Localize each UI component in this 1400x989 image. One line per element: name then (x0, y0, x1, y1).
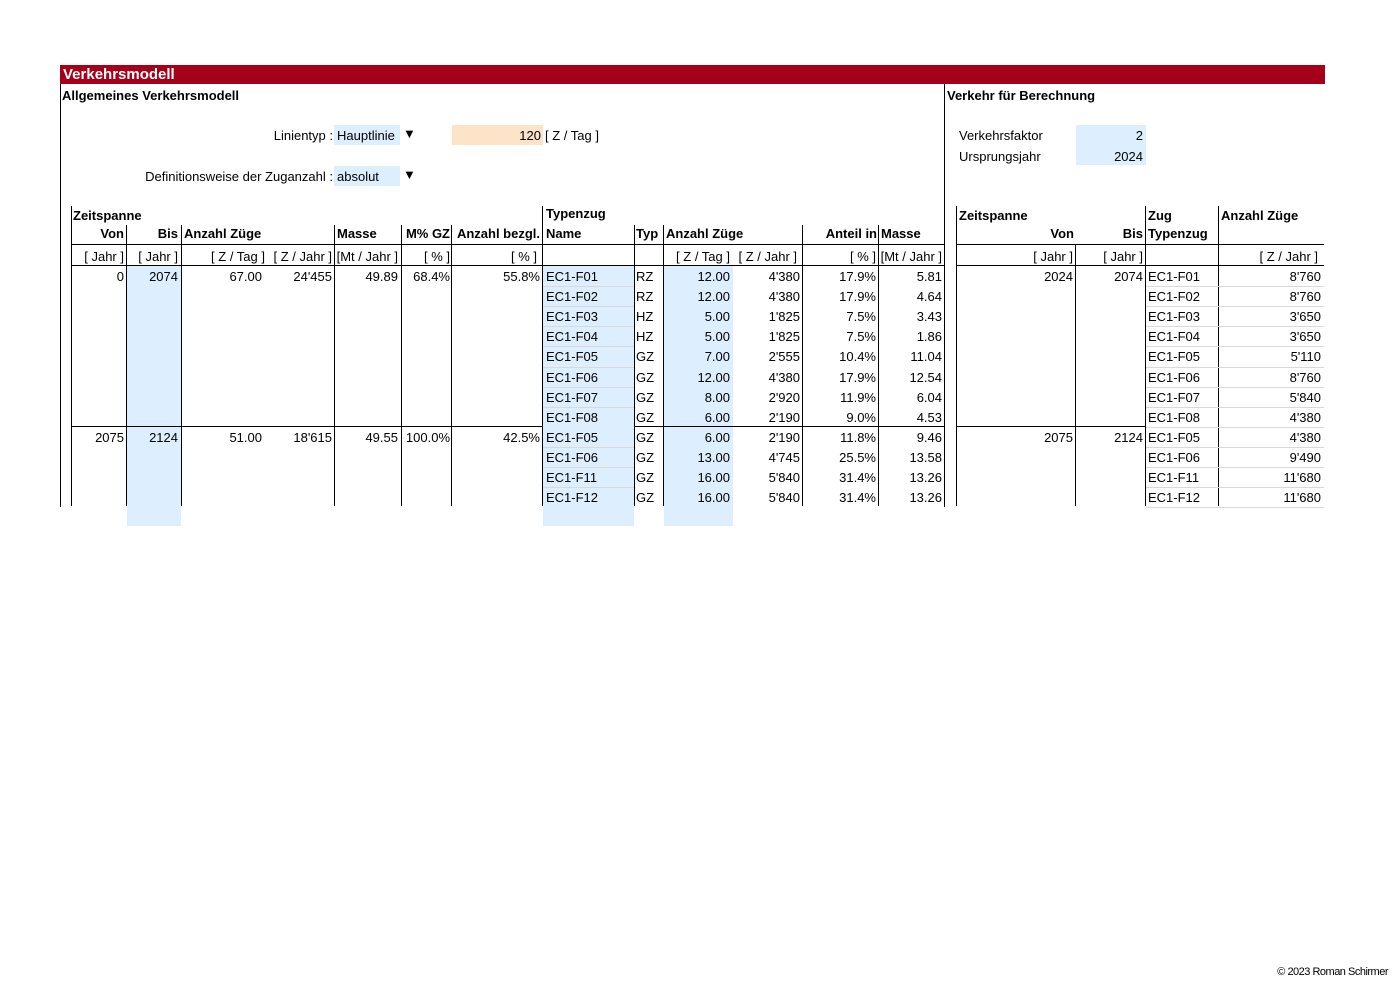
right-train-name: EC1-F12 (1148, 490, 1201, 506)
train-typ: RZ (636, 269, 654, 284)
period-z-jahr: 24'455 (293, 269, 332, 284)
train-anteil: 7.5% (846, 309, 876, 325)
col-sep-6 (542, 206, 543, 506)
train-z-tag[interactable]: 13.00 (697, 449, 730, 465)
right-period-bis: 2124 (1114, 429, 1143, 445)
train-z-tag[interactable]: 12.00 (697, 289, 730, 305)
masse-header: Masse (337, 226, 377, 241)
unit-bezgl: [ % ] (510, 249, 537, 264)
right-anzahl-header: Anzahl Züge (1221, 208, 1299, 223)
right-train-name: EC1-F06 (1148, 449, 1201, 465)
train-z-tag[interactable]: 5.00 (704, 329, 730, 345)
train-masse: 13.58 (909, 449, 942, 465)
right-section-header: Verkehr für Berechnung (947, 88, 1096, 103)
unit-bis: [ Jahr ] (138, 249, 178, 264)
unit-tag2: [ Z / Tag ] (676, 249, 730, 264)
period-von: 0 (116, 269, 124, 284)
right-period-bis: 2074 (1114, 269, 1143, 284)
train-anteil: 7.5% (846, 329, 876, 345)
right-train-z-jahr: 9'490 (1289, 449, 1321, 465)
train-anteil: 10.4% (839, 349, 876, 365)
train-masse: 5.81 (916, 269, 942, 284)
right-train-name: EC1-F05 (1148, 429, 1201, 445)
right-header-rule (957, 244, 1324, 245)
right-train-name: EC1-F03 (1148, 309, 1201, 325)
right-period-von: 2075 (1044, 429, 1073, 445)
train-masse: 1.86 (916, 329, 942, 345)
train-name[interactable]: EC1-F05 (546, 429, 599, 445)
header-rule (72, 244, 944, 245)
page-title: Verkehrsmodell (63, 66, 175, 83)
right-unit-bis: [ Jahr ] (1103, 249, 1143, 264)
linientyp-unit: [ Z / Tag ] (545, 128, 599, 143)
copyright-footer: © 2023 Roman Schirmer (1277, 966, 1388, 978)
period-z-tag: 51.00 (229, 429, 262, 445)
unit-masse: [Mt / Jahr ] (336, 249, 398, 264)
mid-border (944, 84, 945, 507)
right-period-von: 2024 (1044, 269, 1073, 284)
right-train-name: EC1-F06 (1148, 369, 1201, 385)
masse2-header: Masse (881, 226, 921, 241)
right-unit-jahr: [ Z / Jahr ] (1259, 249, 1318, 264)
train-z-jahr: 2'190 (768, 429, 800, 445)
train-z-tag[interactable]: 12.00 (697, 269, 730, 284)
train-name[interactable]: EC1-F02 (546, 289, 599, 305)
title-bar (60, 65, 1325, 84)
typ-header: Typ (636, 226, 659, 241)
train-anteil: 9.0% (846, 409, 876, 425)
right-units-rule (957, 265, 1324, 266)
right-train-name: EC1-F07 (1148, 389, 1201, 405)
right-zeitspanne-header: Zeitspanne (959, 208, 1028, 223)
unit-tag: [ Z / Tag ] (211, 249, 265, 264)
period-von: 2075 (95, 429, 124, 445)
train-z-jahr: 2'920 (768, 389, 800, 405)
linientyp-dropdown-icon[interactable]: ▼ (403, 126, 416, 141)
typenzug-header: Typenzug (546, 206, 606, 221)
right-train-z-jahr: 11'680 (1283, 490, 1321, 506)
right-train-name: EC1-F02 (1148, 289, 1201, 305)
train-name[interactable]: EC1-F05 (546, 349, 599, 365)
train-anteil: 25.5% (839, 449, 876, 465)
mgz-header: M% GZ (405, 226, 450, 241)
train-typ: HZ (636, 329, 654, 345)
right-train-z-jahr: 5'110 (1290, 349, 1321, 365)
train-masse: 6.04 (916, 389, 942, 405)
train-masse: 13.26 (909, 490, 942, 506)
ursprungsjahr-label: Ursprungsjahr (959, 149, 1041, 164)
train-z-jahr: 2'190 (768, 409, 800, 425)
right-train-z-jahr: 4'380 (1289, 409, 1321, 425)
definition-value[interactable]: absolut (337, 169, 379, 184)
bis-header: Bis (157, 226, 178, 241)
left-border (60, 84, 61, 507)
train-masse: 11.04 (910, 349, 942, 365)
train-typ: RZ (636, 289, 654, 305)
train-z-jahr: 4'380 (768, 369, 800, 385)
train-z-jahr: 5'840 (768, 470, 800, 485)
train-typ: GZ (636, 349, 655, 365)
train-typ: GZ (636, 409, 655, 425)
unit-jahr: [ Z / Jahr ] (273, 249, 332, 264)
train-typ: GZ (636, 389, 655, 405)
train-z-tag[interactable]: 12.00 (697, 369, 730, 385)
train-z-tag[interactable]: 8.00 (704, 389, 730, 405)
train-z-tag[interactable]: 6.00 (704, 429, 730, 445)
train-name[interactable]: EC1-F11 (546, 470, 598, 485)
period-z-jahr: 18'615 (293, 429, 332, 445)
period-bis[interactable]: 2124 (149, 429, 178, 445)
train-z-jahr: 5'840 (768, 490, 800, 506)
right-train-name: EC1-F05 (1148, 349, 1201, 365)
train-name[interactable]: EC1-F04 (546, 329, 599, 345)
definition-dropdown-icon[interactable]: ▼ (403, 167, 416, 182)
train-anteil: 11.9% (840, 389, 876, 405)
train-z-jahr: 1'825 (768, 309, 800, 325)
train-name[interactable]: EC1-F03 (546, 309, 599, 325)
train-z-tag[interactable]: 7.00 (704, 349, 730, 365)
period-bezgl: 55.8% (503, 269, 540, 284)
right-col-sep-0 (956, 206, 957, 506)
train-anteil: 31.4% (839, 470, 876, 485)
period-masse: 49.55 (365, 429, 398, 445)
train-z-jahr: 4'380 (768, 289, 800, 305)
right-train-name: EC1-F08 (1148, 409, 1201, 425)
anzahl-header: Anzahl Züge (184, 226, 262, 241)
unit-mgz: [ % ] (423, 249, 450, 264)
period-bezgl: 42.5% (503, 429, 540, 445)
train-typ: GZ (636, 369, 655, 385)
train-anteil: 17.9% (839, 289, 876, 305)
train-masse: 4.64 (916, 289, 942, 305)
train-z-jahr: 4'380 (768, 269, 800, 284)
train-anteil: 11.8% (840, 429, 876, 445)
left-section-header: Allgemeines Verkehrsmodell (62, 88, 240, 103)
right-train-z-jahr: 8'760 (1289, 369, 1321, 385)
train-z-tag[interactable]: 16.00 (697, 490, 730, 506)
right-train-z-jahr: 11'680 (1283, 470, 1321, 485)
train-z-tag[interactable]: 16.00 (697, 470, 730, 485)
right-col-sep-3 (1218, 206, 1219, 506)
right-col-sep-2 (1145, 206, 1146, 506)
verkehrsfaktor-value[interactable]: 2 (1135, 128, 1143, 143)
right-train-name: EC1-F11 (1148, 470, 1200, 485)
right-train-z-jahr: 3'650 (1289, 309, 1321, 325)
zeitspanne-header: Zeitspanne (73, 208, 142, 223)
right-train-z-jahr: 8'760 (1289, 269, 1321, 284)
train-name[interactable]: EC1-F06 (546, 449, 599, 465)
train-z-tag[interactable]: 6.00 (704, 409, 730, 425)
col-sep-7 (634, 225, 635, 506)
unit-anteil: [ % ] (849, 249, 876, 264)
verkehrsfaktor-label: Verkehrsfaktor (959, 128, 1043, 143)
right-train-z-jahr: 5'840 (1289, 389, 1321, 405)
train-masse: 9.46 (916, 429, 942, 445)
train-typ: GZ (636, 449, 655, 465)
train-name[interactable]: EC1-F08 (546, 409, 599, 425)
train-name[interactable]: EC1-F01 (546, 269, 599, 284)
definition-label: Definitionsweise der Zuganzahl : (145, 169, 333, 184)
name-header: Name (546, 226, 582, 241)
train-name[interactable]: EC1-F07 (546, 389, 599, 405)
right-von-header: Von (1050, 226, 1074, 241)
right-train-z-jahr: 3'650 (1289, 329, 1321, 345)
train-masse: 13.26 (909, 470, 942, 485)
train-anteil: 31.4% (839, 490, 876, 506)
bis-column-highlight (127, 266, 181, 526)
unit-masse2: [Mt / Jahr ] (880, 249, 942, 264)
right-train-z-jahr: 4'380 (1289, 429, 1321, 445)
ursprungsjahr-value[interactable]: 2024 (1114, 149, 1143, 164)
train-masse: 3.43 (916, 309, 942, 325)
train-masse: 12.54 (909, 369, 942, 385)
period-z-tag: 67.00 (229, 269, 262, 284)
linientyp-value[interactable]: Hauptlinie (337, 128, 395, 143)
train-name[interactable]: EC1-F12 (546, 490, 599, 506)
train-typ: HZ (636, 309, 654, 325)
right-train-name: EC1-F04 (1148, 329, 1201, 345)
anzahl2-header: Anzahl Züge (666, 226, 744, 241)
right-train-name: EC1-F01 (1148, 269, 1201, 284)
bezgl-header: Anzahl bezgl. (456, 226, 540, 241)
right-zug-header: Zug (1148, 208, 1172, 223)
train-anteil: 17.9% (839, 269, 876, 284)
col-sep-0 (71, 206, 72, 506)
train-z-tag[interactable]: 5.00 (704, 309, 730, 325)
linientyp-label: Linientyp : (273, 128, 333, 143)
train-name[interactable]: EC1-F06 (546, 369, 599, 385)
train-typ: GZ (636, 470, 655, 485)
period-masse: 49.89 (365, 269, 398, 284)
train-z-jahr: 4'745 (768, 449, 800, 465)
period-mgz: 68.4% (413, 269, 450, 284)
von-header: Von (100, 226, 124, 241)
train-typ: GZ (636, 429, 655, 445)
units-rule (72, 265, 944, 266)
right-bis-header: Bis (1122, 226, 1143, 241)
unit-jahr2: [ Z / Jahr ] (738, 249, 797, 264)
period-mgz: 100.0% (405, 429, 450, 445)
train-typ: GZ (636, 490, 655, 506)
train-anteil: 17.9% (839, 369, 876, 385)
train-z-jahr: 2'555 (768, 349, 800, 365)
right-train-z-jahr: 8'760 (1289, 289, 1321, 305)
train-z-jahr: 1'825 (768, 329, 800, 345)
unit-von: [ Jahr ] (84, 249, 124, 264)
right-typenzug-header: Typenzug (1148, 226, 1208, 241)
right-row-divider (1146, 507, 1324, 508)
linientyp-amount[interactable]: 120 (519, 128, 541, 143)
anteil-header: Anteil in (825, 226, 877, 241)
period-bis[interactable]: 2074 (149, 269, 178, 284)
right-unit-von: [ Jahr ] (1033, 249, 1073, 264)
train-masse: 4.53 (916, 409, 942, 425)
